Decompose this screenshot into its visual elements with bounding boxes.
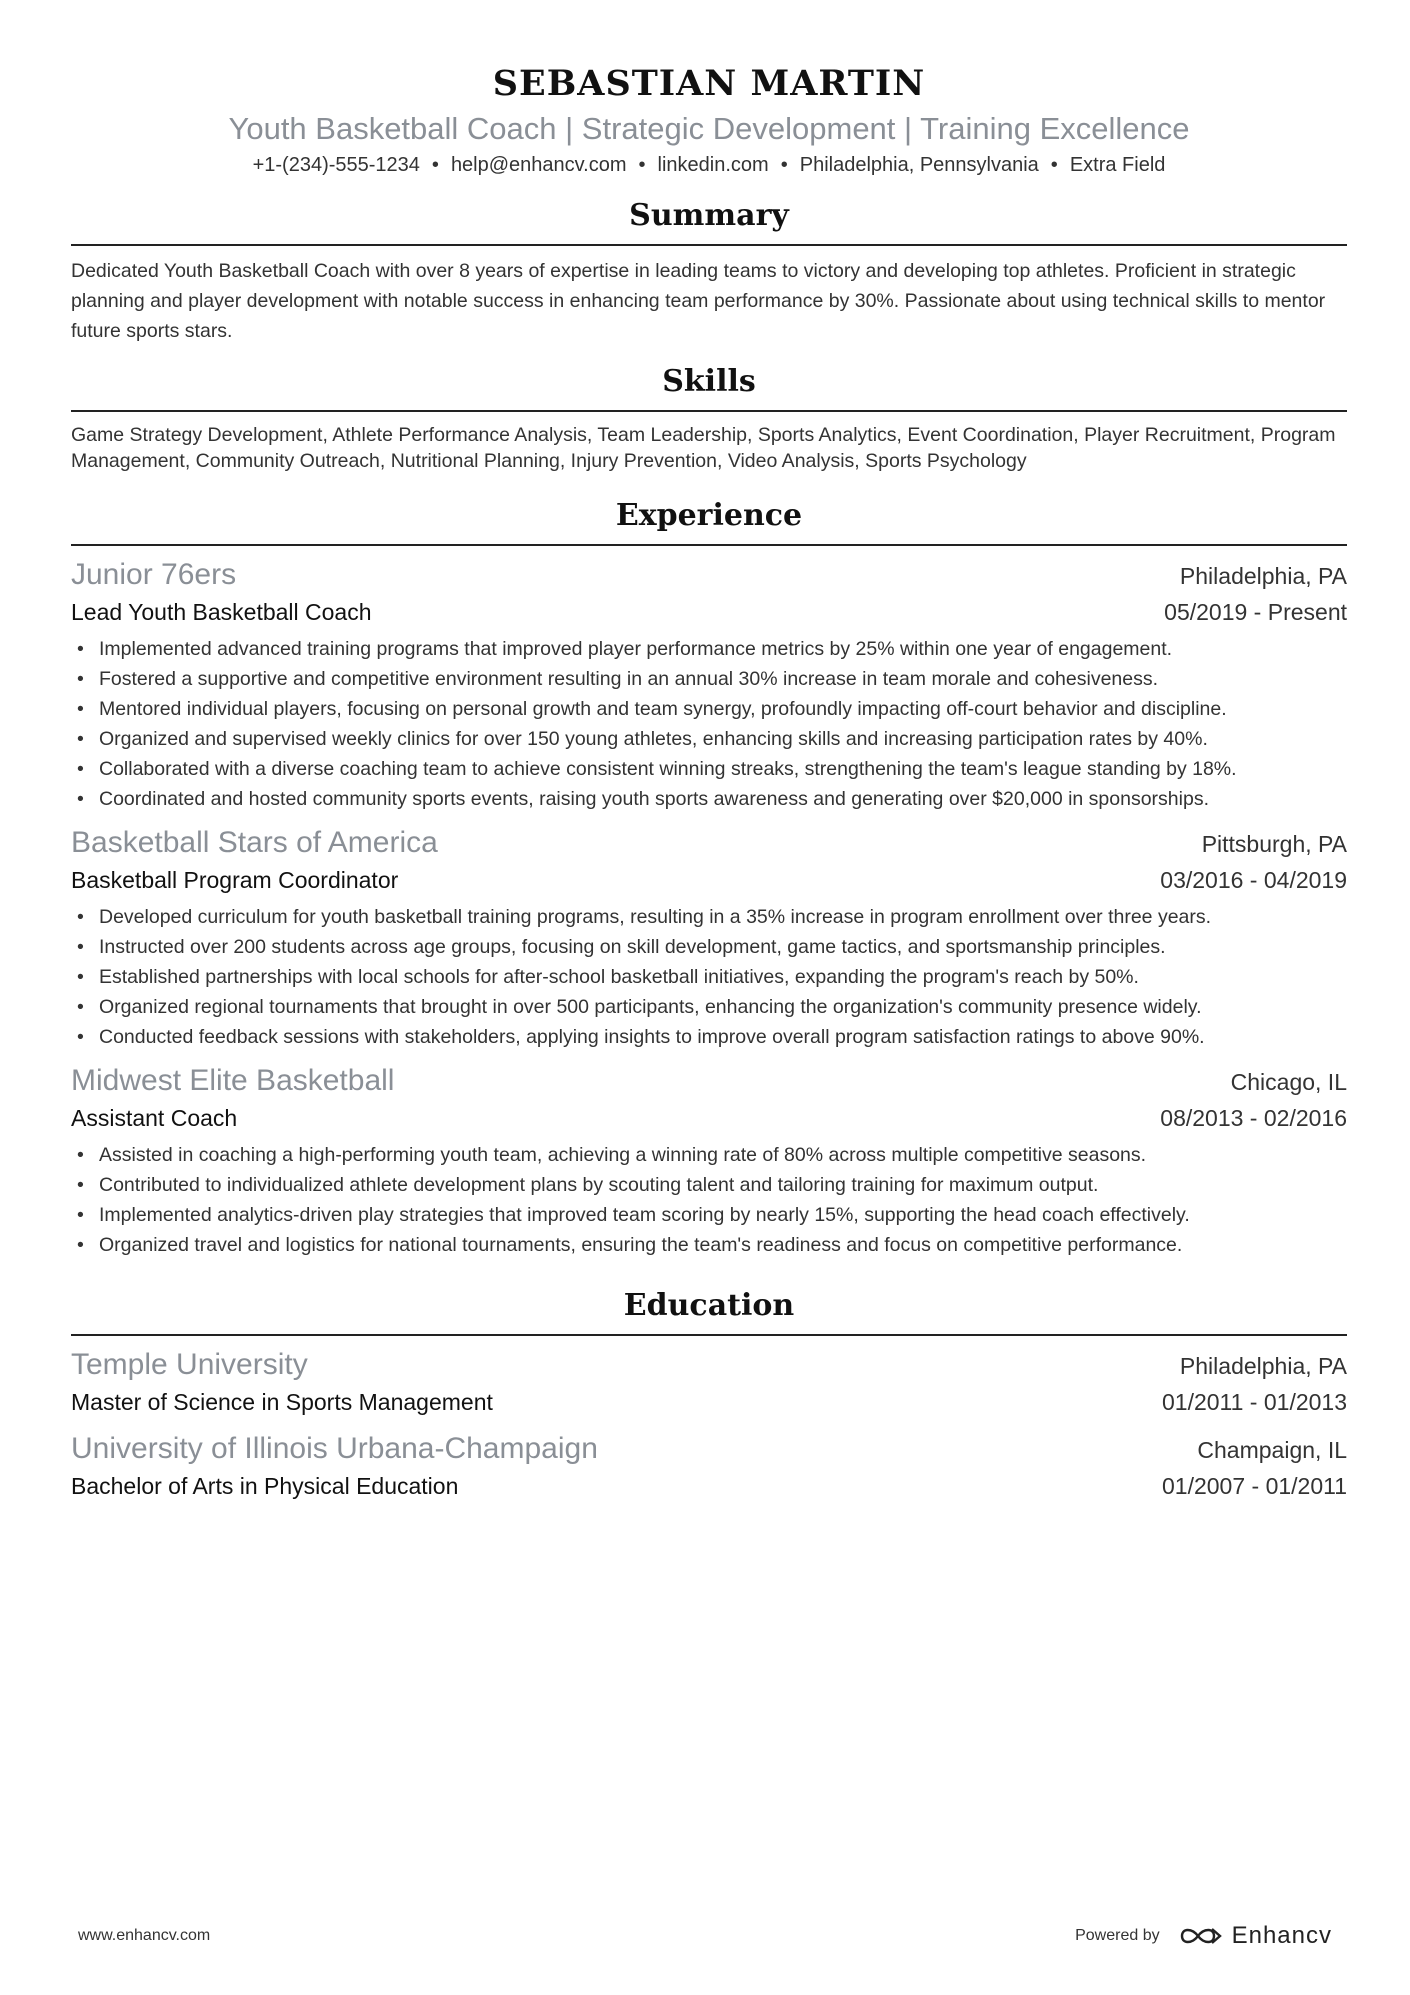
experience-location: Chicago, IL (1230, 1069, 1347, 1095)
bullet-separator: • (431, 154, 439, 176)
education-location: Philadelphia, PA (1179, 1353, 1347, 1379)
section-divider (71, 410, 1347, 412)
experience-bullet: • Organized travel and logistics for national tournaments, ensuring the team's readiness and focus on competitive performance. (71, 1230, 1347, 1260)
resume-content (71, 58, 1347, 1504)
section-divider (71, 1334, 1347, 1336)
section-title-experience: Experience (615, 498, 803, 533)
contact-phone[interactable]: +1-(234)-555-1234 (252, 154, 420, 176)
experience-company: Junior 76ers (71, 558, 237, 591)
education-location: Champaign, IL (1197, 1437, 1347, 1463)
footer-branding (1075, 1922, 1332, 1950)
powered-by-label: Powered by (1075, 1927, 1160, 1944)
experience-entry (71, 556, 1347, 814)
bullet-separator: • (780, 154, 788, 176)
section-title-education: Education (623, 1288, 795, 1323)
experience-dates: 03/2016 - 04/2019 (1160, 867, 1347, 893)
education-dates: 01/2011 - 01/2013 (1161, 1389, 1347, 1415)
skills-section (71, 360, 1347, 474)
contact-linkedin[interactable]: linkedin.com (657, 154, 769, 176)
experience-location: Philadelphia, PA (1179, 563, 1347, 589)
enhancv-logo-icon (1178, 1923, 1224, 1949)
education-entry (71, 1346, 1347, 1420)
experience-bullet: • Established partnerships with local schools for after-school basketball initiatives, expanding the program's reach by 50%. (71, 962, 1347, 992)
contact-location: Philadelphia, Pennsylvania (799, 154, 1039, 176)
experience-bullet: • Developed curriculum for youth basketball training programs, resulting in a 35% increase in program enrollment over three years. (71, 902, 1347, 932)
experience-company: Basketball Stars of America (71, 826, 438, 859)
brand-name: Enhancv (1231, 1922, 1332, 1949)
experience-company: Midwest Elite Basketball (71, 1064, 395, 1097)
contact-line (71, 150, 1347, 180)
skills-text: Game Strategy Development, Athlete Performance Analysis, Team Leadership, Sports Analytics, Event Coordination, Player Recruitment, Program Management, Community Outreach, Nutritional Planning, Injury Prevention, Video Analysis, Sports Psychology (71, 424, 1336, 472)
education-section (71, 1284, 1347, 1504)
education-entry (71, 1430, 1347, 1504)
experience-dates: 05/2019 - Present (1164, 599, 1347, 625)
experience-bullets (71, 902, 1347, 1052)
summary-text: Dedicated Youth Basketball Coach with over 8 years of expertise in leading teams to victory and developing top athletes. Proficient in strategic planning and player development with notable success in enhancing team performance by 30%. Passionate about using technical skills to mentor future sports stars. (71, 260, 1326, 342)
experience-bullet: • Contributed to individualized athlete development plans by scouting talent and tailoring training for maximum output. (71, 1170, 1347, 1200)
experience-bullet: • Mentored individual players, focusing on personal growth and team synergy, profoundly impacting off-court behavior and discipline. (71, 694, 1347, 724)
experience-bullet: • Organized and supervised weekly clinics for over 150 young athletes, enhancing skills and increasing participation rates by 40%. (71, 724, 1347, 754)
experience-bullets (71, 1140, 1347, 1260)
experience-bullet: • Conducted feedback sessions with stakeholders, applying insights to improve overall program satisfaction ratings to above 90%. (71, 1022, 1347, 1052)
section-title-skills: Skills (662, 364, 756, 399)
experience-dates: 08/2013 - 02/2016 (1160, 1105, 1347, 1131)
education-dates: 01/2007 - 01/2011 (1161, 1473, 1347, 1499)
experience-section (71, 494, 1347, 1260)
experience-location: Pittsburgh, PA (1201, 831, 1347, 857)
experience-bullets (71, 634, 1347, 814)
experience-entry (71, 824, 1347, 1052)
experience-bullet: • Assisted in coaching a high-performing youth team, achieving a winning rate of 80% across multiple competitive seasons. (71, 1140, 1347, 1170)
experience-role: Basketball Program Coordinator (71, 867, 399, 893)
contact-extra-field: Extra Field (1069, 154, 1166, 176)
experience-role: Lead Youth Basketball Coach (71, 599, 372, 625)
education-degree: Master of Science in Sports Management (71, 1389, 493, 1415)
experience-bullet: • Instructed over 200 students across age groups, focusing on skill development, game tactics, and sportsmanship principles. (71, 932, 1347, 962)
education-degree: Bachelor of Arts in Physical Education (71, 1473, 459, 1499)
bullet-separator: • (638, 154, 646, 176)
experience-bullet: • Fostered a supportive and competitive environment resulting in an annual 30% increase in team morale and cohesiveness. (71, 664, 1347, 694)
section-divider (71, 244, 1347, 246)
experience-bullet: • Implemented advanced training programs that improved player performance metrics by 25% within one year of engagement. (71, 634, 1347, 664)
experience-bullet: • Collaborated with a diverse coaching team to achieve consistent winning streaks, strengthening the team's league standing by 18%. (71, 754, 1347, 784)
summary-section (71, 194, 1347, 346)
experience-bullet: • Coordinated and hosted community sports events, raising youth sports awareness and generating over $20,000 in sponsorships. (71, 784, 1347, 814)
brand-logo[interactable] (1178, 1922, 1332, 1950)
section-title-summary: Summary (629, 198, 789, 233)
candidate-tagline: Youth Basketball Coach | Strategic Development | Training Excellence (228, 111, 1190, 146)
candidate-name: SEBASTIAN MARTIN (492, 63, 926, 104)
education-school: Temple University (71, 1348, 308, 1381)
bullet-separator: • (1050, 154, 1058, 176)
page-footer (78, 1922, 1332, 1950)
experience-entry (71, 1062, 1347, 1260)
footer-website-link[interactable]: www.enhancv.com (78, 1927, 211, 1944)
experience-bullet: • Organized regional tournaments that brought in over 500 participants, enhancing the organization's community presence widely. (71, 992, 1347, 1022)
education-school: University of Illinois Urbana-Champaign (71, 1432, 598, 1465)
contact-email[interactable]: help@enhancv.com (450, 154, 627, 176)
experience-bullet: • Implemented analytics-driven play strategies that improved team scoring by nearly 15%, supporting the head coach effectively. (71, 1200, 1347, 1230)
experience-role: Assistant Coach (71, 1105, 238, 1131)
section-divider (71, 544, 1347, 546)
